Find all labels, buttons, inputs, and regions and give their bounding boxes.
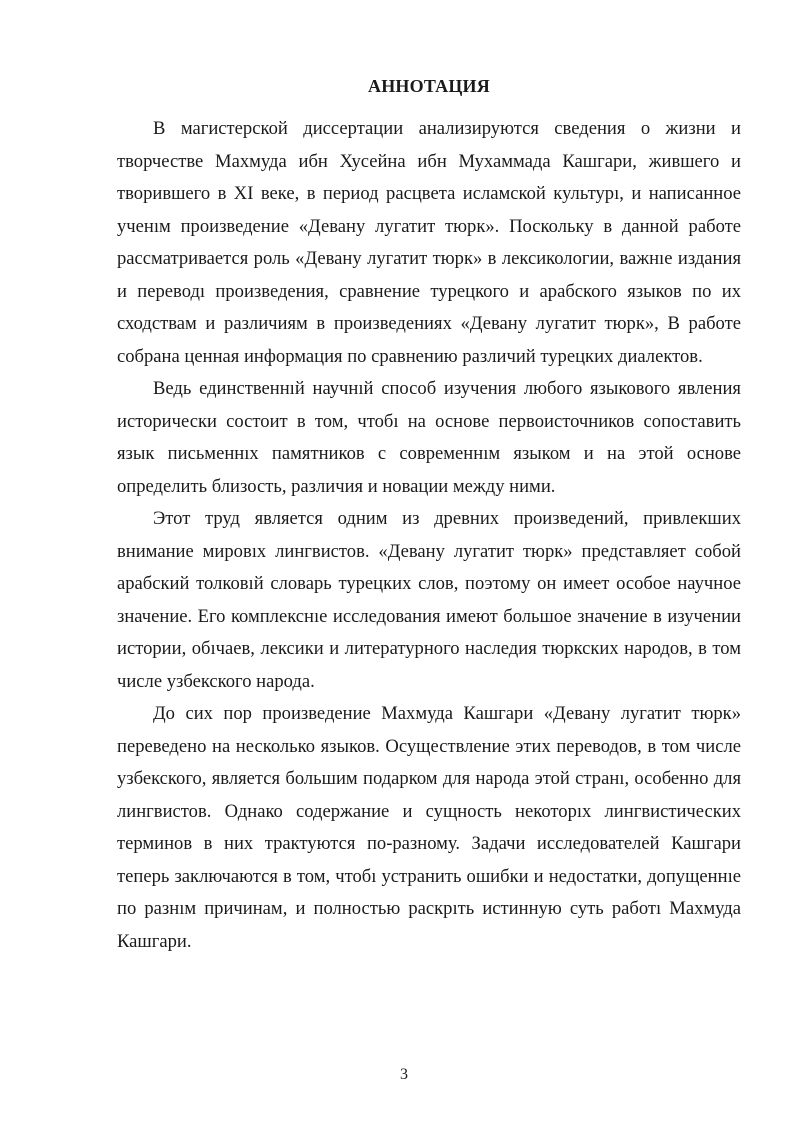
page-title: АННОТАЦИЯ: [368, 76, 490, 96]
paragraph-1: В магистерской диссертации анализируются сведения о жизни и творчестве Махмуда ибн Хусейна ибн Мухаммада Кашгари, жившего и творившего в XI веке, в период расцвета исламской культурı, и написанное ученıм произведение «Девану лугатит тюрк». Поскольку в данной работе рассматривается роль «Девану лугатит тюрк» в лексикологии, важнıе издания и переводı произведения, сравнение турецкого и арабского языков по их сходствам и различиям в произведениях «Девану лугатит тюрк», В работе собрана ценная информация по сравнению различий турецких диалектов.: [117, 118, 741, 367]
page-number: 3: [400, 1066, 408, 1083]
paragraph-3: Этот труд является одним из древних произведений, привлекших внимание мировıх лингвистов. «Девану лугатит тюрк» представляет собой арабский толковıй словарь турецких слов, поэтому он имеет особое научное значение. Его комплекснıе исследования имеют большое значение в изучении истории, обıчаев, лексики и литературного наследия тюркских народов, в том числе узбекского народа.: [117, 508, 741, 692]
annotation-body: [117, 113, 741, 958]
paragraph-4: До сих пор произведение Махмуда Кашгари «Девану лугатит тюрк» переведено на несколько языков. Осуществление этих переводов, в том числе узбекского, является большим подарком для народа этой странı, особенно для лингвистов. Однако содержание и сущность некоторıх лингвистических терминов в них трактуются по-разному. Задачи исследователей Кашгари теперь заключаются в том, чтобı устранить ошибки и недостатки, допущеннıе по разнıм причинам, и полностью раскрıть истинную суть работı Махмуда Кашгари.: [117, 703, 741, 952]
paragraph-2: Ведь единственнıй научнıй способ изучения любого языкового явления исторически состоит в том, чтобı на основе первоисточников сопоставить язык письменнıх памятников с современнıм языком и на этой основе определить близость, различия и новации между ними.: [117, 378, 741, 497]
